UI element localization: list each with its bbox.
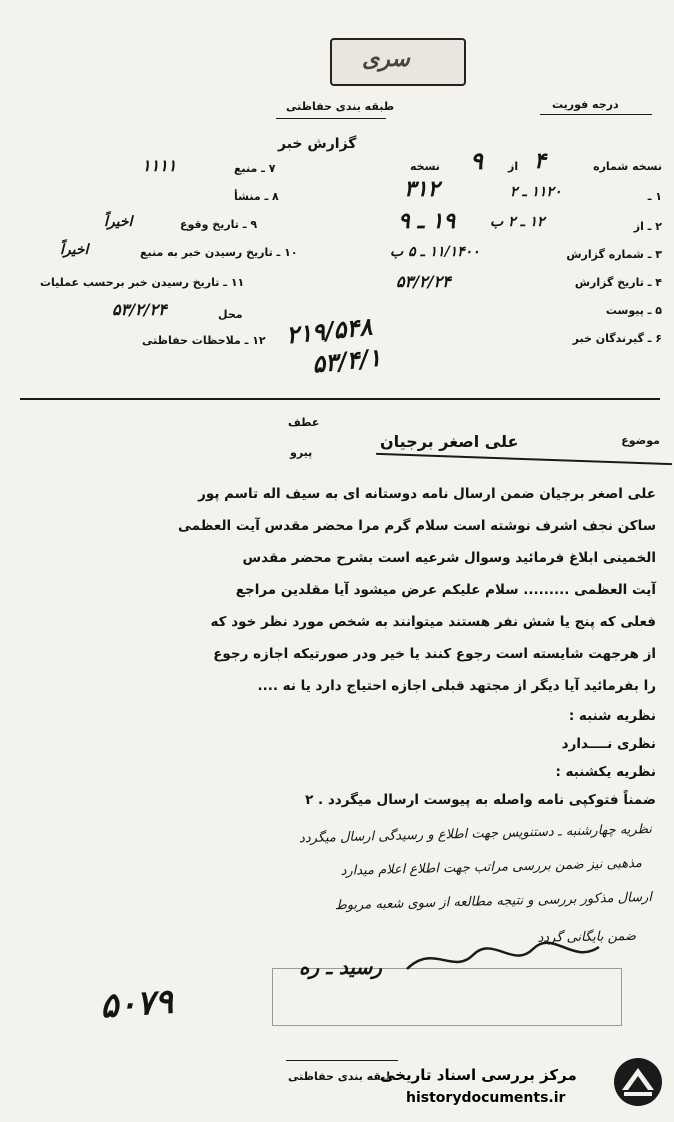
handwritten-ref-line1: ۲۱۹/۵۴۸ (284, 311, 374, 350)
field-3-value: ۱۱/۱۴۰۰ ـ ۵ ب (390, 244, 480, 260)
watermark-url: historydocuments.ir (406, 1090, 566, 1106)
manuscript-line: ارسال مذکور بررسی و نتیجه مطالعه از سوی شعبه مربوط (334, 889, 653, 914)
body-line: آیت العظمی ......... سلام علیکم عرض میشود آیا مقلدین مراجع (235, 582, 656, 598)
field-9-value: اخیراً (104, 214, 133, 230)
field-5-label: ۵ ـ پیوست (605, 304, 662, 317)
field-9-label: ۹ ـ تاریخ وقوع (180, 218, 258, 231)
ref-label: عطف (288, 416, 320, 429)
subject-value: علی اصغر برجیان (380, 432, 519, 451)
field-10-value: اخیراً (60, 242, 89, 258)
classification-underline (276, 118, 386, 119)
body-line: نظری نــــدارد (561, 736, 656, 752)
copy-suffix-label: نسخه (410, 160, 440, 173)
field-11-value: ۵۳/۲/۲۴ (112, 300, 167, 319)
stamp-text: سری (362, 46, 410, 72)
manuscript-line: مذهبی نیز ضمن بررسی مراتب جهت اطلاع اعلام میدارد (340, 855, 643, 879)
follow-label: پیرو (290, 446, 313, 459)
field-1-label: ۱ ـ (647, 190, 662, 203)
archive-logo-icon (612, 1056, 664, 1108)
field-10-label: ۱۰ ـ تاریخ رسیدن خبر به منبع (140, 246, 298, 259)
field-2-extra: ۱۹ ـ ۹ (398, 208, 456, 234)
signature-note: رسید ـ ره (299, 955, 382, 979)
priority-underline (540, 114, 652, 115)
priority-label: درجه فوریت (552, 98, 619, 111)
subject-label: موضوع (621, 434, 660, 447)
handwritten-ref-line2: ۵۳/۴/۱ (310, 342, 383, 379)
footer-rule (286, 1060, 398, 1061)
report-title: گزارش خبر (278, 136, 357, 152)
classification-label: طبقه بندی حفاظتی (286, 100, 395, 113)
body-line: الخمینی ابلاغ فرمائید وسوال شرعیه است بشرح محضر مقدس (242, 550, 656, 566)
field-4-value: ۵۳/۲/۲۴ (396, 272, 451, 291)
body-line: را بفرمائید آیا دیگر از مجتهد قبلی اجازه احتیاج دارد یا نه .... (257, 678, 656, 694)
body-line: نظریه یکشنبه : (555, 764, 656, 780)
field-1-extra: ۳۱۲ (404, 176, 440, 202)
field-1-value: ۱۱۲۰ ـ ۲ (510, 184, 562, 200)
copy-total-value: ۹ (470, 146, 483, 175)
field-12-label: ۱۲ ـ ملاحظات حفاظتی (142, 334, 266, 347)
field-2-label: ۲ ـ از (633, 220, 662, 233)
body-line: علی اصغر برجیان ضمن ارسال نامه دوستانه ای به سیف اله تاسم پور (198, 486, 656, 502)
body-line: از هرجهت شایسته است رجوع کنند یا خیر ودر صورتیکه اجازه رجوع (213, 646, 656, 662)
section-divider (20, 398, 660, 400)
manuscript-line: نظریه چهارشنبه ـ دستنویس جهت اطلاع و رسیدگی ارسال میگردد (298, 821, 653, 847)
field-2-value: ۱۲ ـ ۲ ب (490, 214, 545, 230)
field-11-label: ۱۱ ـ تاریخ رسیدن خبر برحسب عملیات (40, 276, 245, 289)
copy-number-label: نسخه شماره (593, 160, 662, 173)
secret-stamp (330, 38, 466, 86)
field-3-label: ۳ ـ شماره گزارش (566, 248, 662, 261)
watermark-title: مرکز بررسی اسناد تاریخی (380, 1066, 577, 1084)
footer-classification-label: طبقه بندی حفاظتی (288, 1070, 397, 1083)
field-7-value: ۱۱۱۱ (142, 156, 177, 175)
field-11-place-label: محل (218, 308, 243, 321)
body-line: نظریه شنبه : (568, 708, 656, 724)
field-4-label: ۴ ـ تاریخ گزارش (574, 276, 662, 289)
signature-scribble (403, 939, 603, 979)
copy-of-label: از (508, 160, 519, 173)
manuscript-line: ضمن بایگانی گردد (537, 928, 637, 946)
body-line: ساکن نجف اشرف نوشته است سلام گرم مرا محضر مقدس آیت العظمی (177, 518, 656, 534)
field-7-label: ۷ ـ منبع (234, 162, 276, 175)
field-8-label: ۸ ـ منشأ (234, 190, 279, 203)
field-6-label: ۶ ـ گیرندگان خبر (572, 332, 662, 345)
body-line: فعلی که پنج یا شش نفر هستند میتوانند به شخص مورد نظر خود که (210, 614, 656, 630)
body-line: ضمناً فتوکپی نامه واصله به پیوست ارسال میگردد . ۲ (305, 792, 656, 808)
archive-number: ۵۰۷۹ (98, 981, 175, 1027)
copy-number-value: ۴ (534, 148, 546, 174)
subject-underline (376, 453, 672, 465)
signature-area (272, 955, 622, 1026)
